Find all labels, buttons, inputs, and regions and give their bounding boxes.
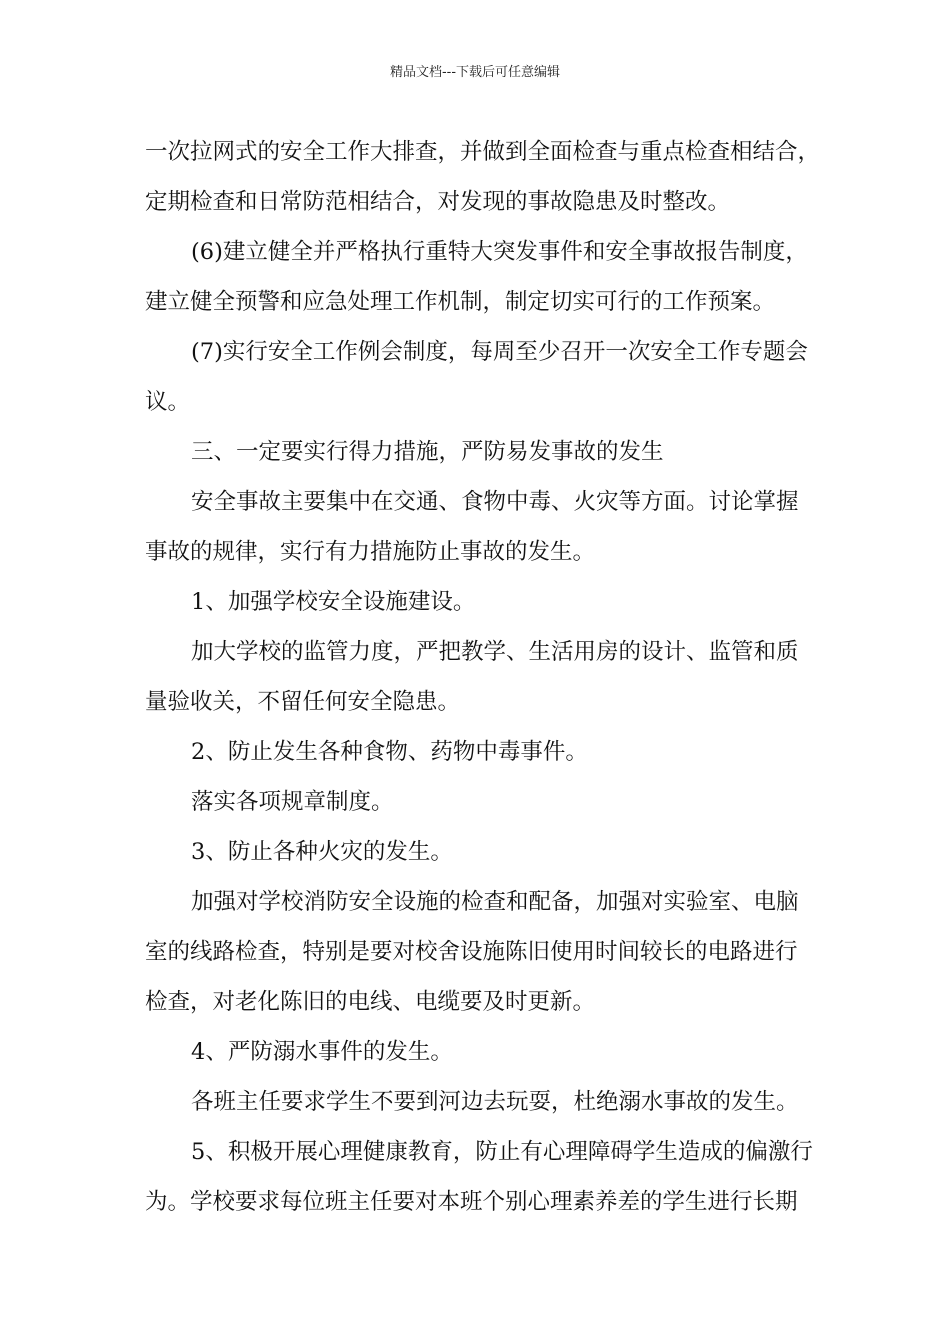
text-line: (6)建立健全并严格执行重特大突发事件和安全事故报告制度， xyxy=(191,239,808,265)
text-line: (7)实行安全工作例会制度，每周至少召开一次安全工作专题会 xyxy=(191,339,808,365)
text-line: 各班主任要求学生不要到河边去玩耍，杜绝溺水事故的发生。 xyxy=(191,1089,799,1115)
section-heading: 三、一定要实行得力措施，严防易发事故的发生 xyxy=(191,439,664,465)
list-item-heading: 2、防止发生各种食物、药物中毒事件。 xyxy=(191,739,588,765)
text-line: 定期检查和日常防范相结合，对发现的事故隐患及时整改。 xyxy=(145,189,731,215)
text-line: 议。 xyxy=(145,389,191,415)
text-line: 建立健全预警和应急处理工作机制，制定切实可行的工作预案。 xyxy=(145,289,776,315)
document-body xyxy=(145,127,821,1227)
text-line: 量验收关，不留任何安全隐患。 xyxy=(145,689,461,715)
text-line: 落实各项规章制度。 xyxy=(191,789,394,815)
text-line: 室的线路检查，特别是要对校舍设施陈旧使用时间较长的电路进行 xyxy=(145,939,798,965)
text-line: 事故的规律，实行有力措施防止事故的发生。 xyxy=(145,539,596,565)
text-line: 加大学校的监管力度，严把教学、生活用房的设计、监管和质 xyxy=(191,639,799,665)
text-line: 为。学校要求每位班主任要对本班个别心理素养差的学生进行长期 xyxy=(145,1189,798,1215)
text-line: 一次拉网式的安全工作大排查，并做到全面检查与重点检查相结合， xyxy=(145,139,821,165)
page-header: 精品文档---下载后可任意编辑 xyxy=(389,65,561,80)
list-item-heading: 1、加强学校安全设施建设。 xyxy=(191,589,476,615)
list-item-heading: 4、严防溺水事件的发生。 xyxy=(191,1039,453,1065)
text-line: 检查，对老化陈旧的电线、电缆要及时更新。 xyxy=(145,989,596,1015)
list-item-heading: 5、积极开展心理健康教育，防止有心理障碍学生造成的偏激行 xyxy=(191,1139,813,1165)
text-line: 安全事故主要集中在交通、食物中毒、火灾等方面。讨论掌握 xyxy=(191,489,799,515)
text-line: 加强对学校消防安全设施的检查和配备，加强对实验室、电脑 xyxy=(191,889,799,915)
list-item-heading: 3、防止各种火灾的发生。 xyxy=(191,839,453,865)
